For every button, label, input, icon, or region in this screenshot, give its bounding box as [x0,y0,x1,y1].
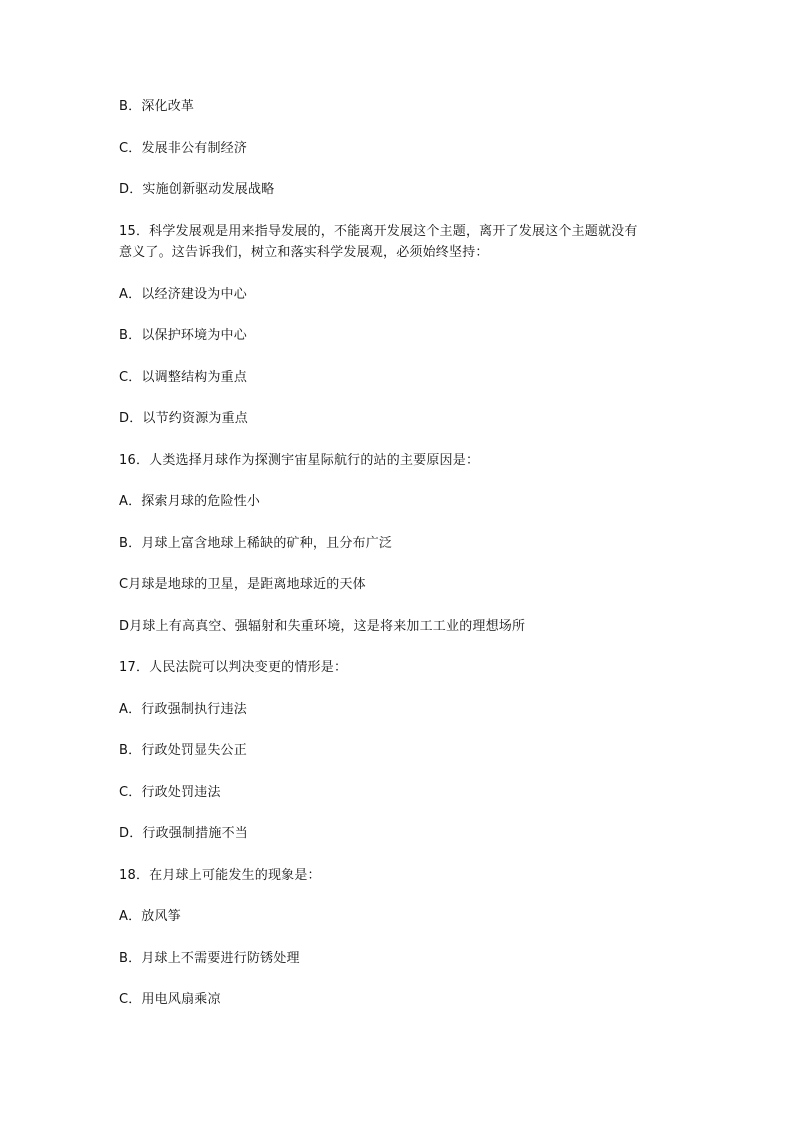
option-a-line: A．探索月球的危险性小 [119,494,261,509]
option-b-line: B．以保护环境为中心 [119,328,247,343]
option-a-line: A．以经济建设为中心 [119,287,247,302]
option-b-line: B．行政处罚显失公正 [119,743,247,758]
option-b-line: B．深化改革 [119,99,195,114]
option-c-line: C．行政处罚违法 [119,785,221,800]
option-c-line: C．以调整结构为重点 [119,370,248,385]
option-b-line: B．月球上不需要进行防锈处理 [119,951,300,966]
option-a-line: A．放风筝 [119,909,181,924]
option-b-line: B．月球上富含地球上稀缺的矿种，且分布广泛 [119,536,393,551]
option-d-line: D．实施创新驱动发展战略 [119,182,275,197]
option-c-line: C月球是地球的卫星，是距离地球近的天体 [119,577,366,592]
option-c-line: C．用电风扇乘凉 [119,992,221,1007]
option-d-line: D月球上有高真空、强辐射和失重环境，这是将来加工工业的理想场所 [119,619,526,634]
option-a-line: A．行政强制执行违法 [119,702,247,717]
question-18: 18．在月球上可能发生的现象是： [119,868,321,883]
question-17: 17．人民法院可以判决变更的情形是： [119,660,348,675]
question-16: 16．人类选择月球作为探测宇宙星际航行的站的主要原因是： [119,453,480,468]
question-15-line-2: 意义了。这告诉我们，树立和落实科学发展观，必须始终坚持： [119,245,489,260]
option-d-line: D．行政强制措施不当 [119,826,249,841]
option-d-line: D．以节约资源为重点 [119,411,249,426]
option-c-line: C．发展非公有制经济 [119,141,248,156]
question-15-line-1: 15．科学发展观是用来指导发展的，不能离开发展这个主题，离开了发展这个主题就没有 [119,224,638,239]
